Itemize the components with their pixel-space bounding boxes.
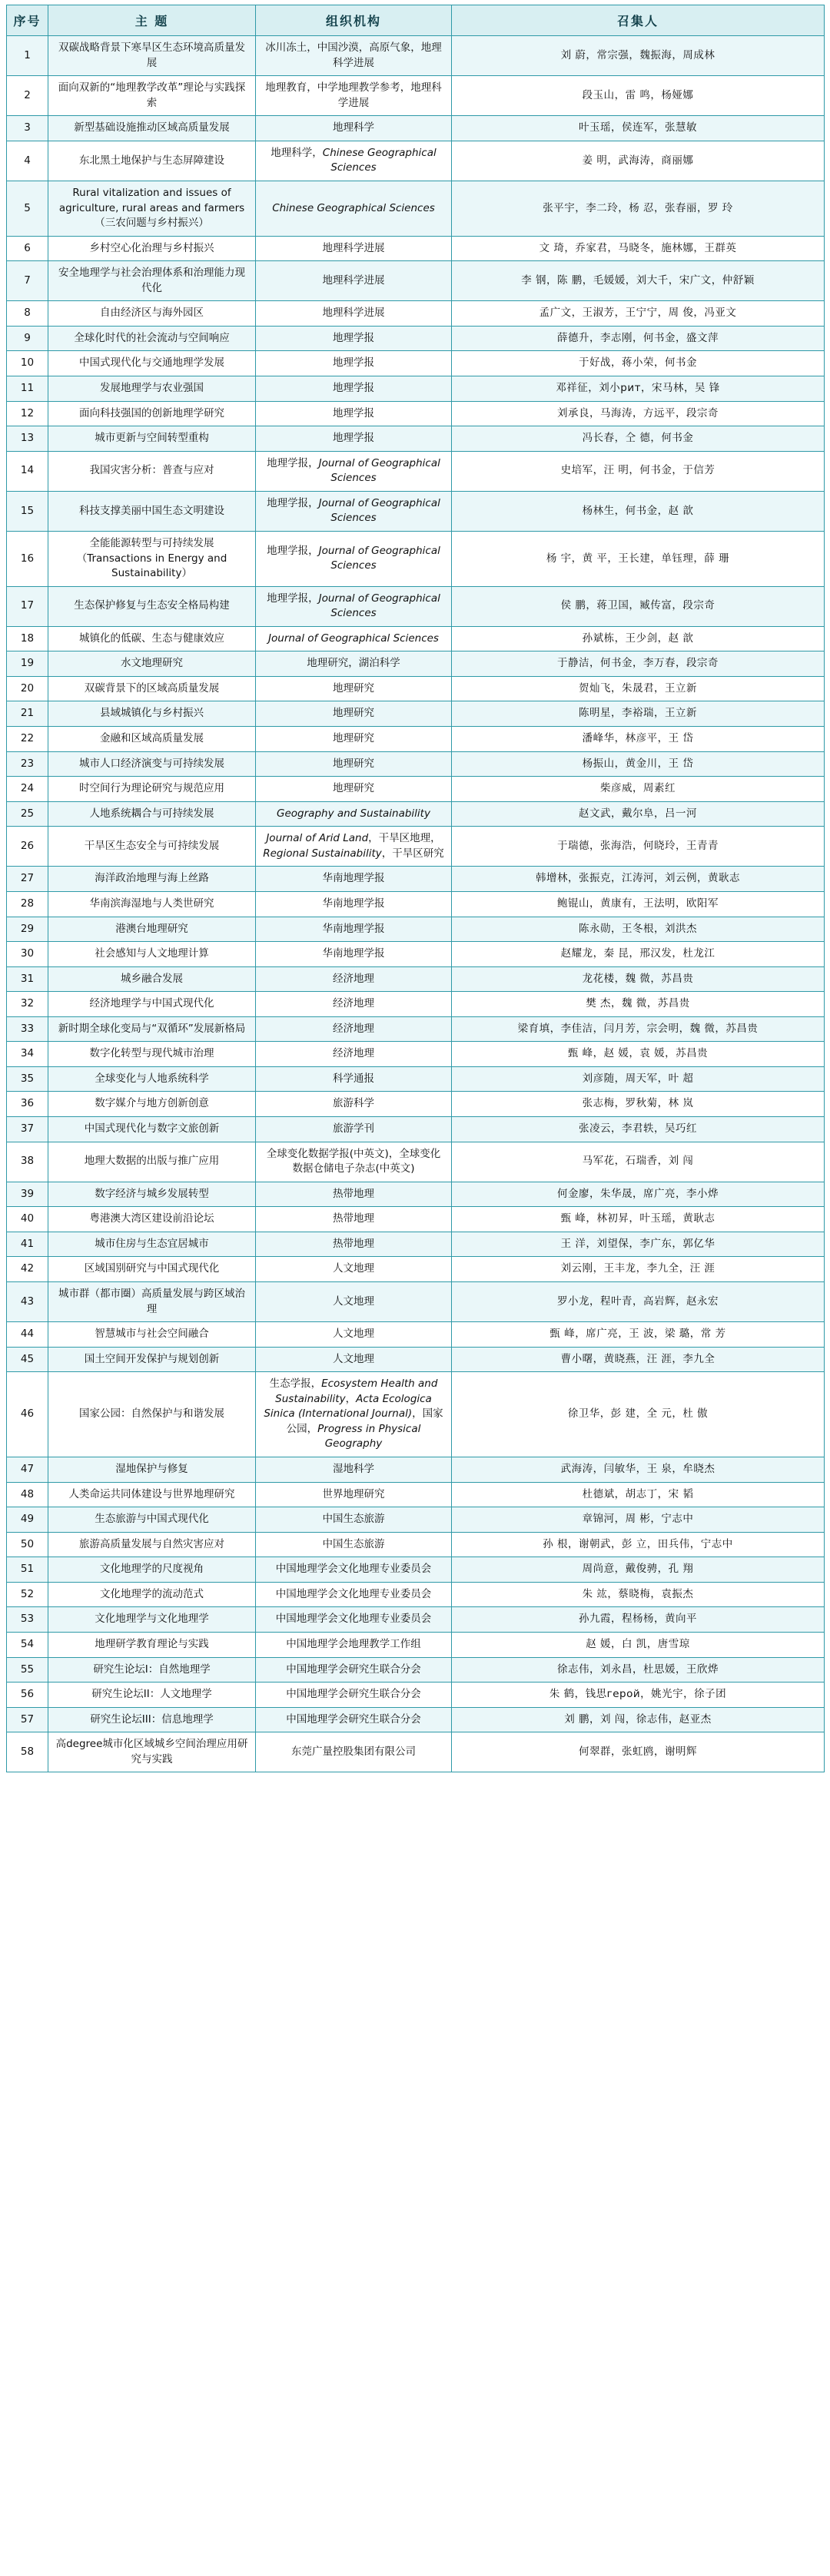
table-header-row (7, 5, 825, 36)
table-row (7, 827, 825, 867)
cell-organization: 中国地理学会研究生联合分会 (256, 1657, 452, 1683)
table-row (7, 867, 825, 892)
cell-index: 17 (7, 586, 48, 626)
cell-index: 5 (7, 181, 48, 236)
cell-organization: 中国生态旅游 (256, 1507, 452, 1533)
cell-convener: 孙九霞，程杨杨，黄向平 (452, 1607, 825, 1633)
table-row (7, 261, 825, 301)
cell-topic: 自由经济区与海外园区 (48, 301, 256, 327)
cell-index: 56 (7, 1683, 48, 1708)
cell-index: 48 (7, 1482, 48, 1507)
cell-convener: 张凌云，李君轶，吴巧红 (452, 1117, 825, 1142)
cell-topic: 发展地理学与农业强国 (48, 376, 256, 402)
cell-organization: 地理科学 (256, 116, 452, 141)
table-row (7, 1117, 825, 1142)
cell-convener: 杨振山，黄金川，王 岱 (452, 751, 825, 777)
cell-organization: 人文地理 (256, 1281, 452, 1321)
cell-index: 19 (7, 651, 48, 677)
table-row (7, 1066, 825, 1092)
cell-convener: 孟广文，王淑芳，王宁宁，周 俊，冯亚文 (452, 301, 825, 327)
table-row (7, 891, 825, 917)
cell-topic: 粤港澳大湾区建设前沿论坛 (48, 1207, 256, 1232)
cell-index: 11 (7, 376, 48, 402)
cell-topic: 生态旅游与中国式现代化 (48, 1507, 256, 1533)
cell-convener: 甄 峰，席广亮，王 波，梁 璐，常 芳 (452, 1322, 825, 1348)
table-row (7, 236, 825, 261)
table-row (7, 1347, 825, 1372)
cell-index: 30 (7, 942, 48, 967)
cell-organization: 地理科学进展 (256, 261, 452, 301)
cell-topic: 新时期全球化变局与“双循环”发展新格局 (48, 1016, 256, 1042)
cell-topic: 智慧城市与社会空间融合 (48, 1322, 256, 1348)
table-row (7, 1042, 825, 1067)
cell-convener: 薛德升，李志刚，何书金，盛文萍 (452, 326, 825, 351)
cell-index: 57 (7, 1707, 48, 1732)
cell-topic: 研究生论坛III：信息地理学 (48, 1707, 256, 1732)
table-row (7, 1281, 825, 1321)
cell-convener: 樊 杰，魏 微，苏昌贵 (452, 992, 825, 1017)
cell-index: 44 (7, 1322, 48, 1348)
cell-convener: 冯长春，仝 德，何书金 (452, 426, 825, 452)
cell-convener: 徐志伟，刘永昌，杜思媛，王欣烨 (452, 1657, 825, 1683)
table-row (7, 1557, 825, 1583)
cell-convener: 于瑞德，张海浩，何晓玲，王青青 (452, 827, 825, 867)
cell-index: 1 (7, 36, 48, 76)
cell-organization: Journal of Arid Land，干旱区地理，Regional Sustainability，干旱区研究 (256, 827, 452, 867)
table-row (7, 1322, 825, 1348)
cell-convener: 叶玉瑶，侯连军，张慧敏 (452, 116, 825, 141)
table-row (7, 141, 825, 181)
cell-index: 45 (7, 1347, 48, 1372)
cell-topic: 旅游高质量发展与自然灾害应对 (48, 1532, 256, 1557)
cell-topic: 城市更新与空间转型重构 (48, 426, 256, 452)
cell-organization: 华南地理学报 (256, 867, 452, 892)
table-row (7, 1657, 825, 1683)
cell-organization: 中国地理学会文化地理专业委员会 (256, 1607, 452, 1633)
cell-topic: 地理大数据的出版与推广应用 (48, 1142, 256, 1182)
cell-index: 37 (7, 1117, 48, 1142)
cell-organization: 地理学报 (256, 426, 452, 452)
cell-organization: 旅游科学 (256, 1092, 452, 1117)
cell-convener: 潘峰华，林彦平，王 岱 (452, 727, 825, 752)
cell-topic: 时空间行为理论研究与规范应用 (48, 777, 256, 802)
cell-organization: 地理学报，Journal of Geographical Sciences (256, 491, 452, 531)
cell-organization: 热带地理 (256, 1232, 452, 1257)
cell-topic: 科技支撑美丽中国生态文明建设 (48, 491, 256, 531)
cell-index: 42 (7, 1257, 48, 1282)
cell-topic: 国家公园：自然保护与和谐发展 (48, 1372, 256, 1457)
cell-convener: 李 钢，陈 鹏，毛媛媛，刘大千，宋广文，仲舒颖 (452, 261, 825, 301)
cell-index: 24 (7, 777, 48, 802)
cell-organization: 地理研究 (256, 676, 452, 701)
cell-convener: 刘承良，马海涛，方远平，段宗奇 (452, 401, 825, 426)
cell-index: 39 (7, 1182, 48, 1207)
cell-organization: 地理学报 (256, 376, 452, 402)
cell-topic: 我国灾害分析：普查与应对 (48, 451, 256, 491)
table-row (7, 801, 825, 827)
cell-index: 4 (7, 141, 48, 181)
table-row (7, 426, 825, 452)
cell-index: 21 (7, 701, 48, 727)
cell-organization: 地理研究 (256, 751, 452, 777)
cell-organization: 科学通报 (256, 1066, 452, 1092)
cell-topic: 区域国别研究与中国式现代化 (48, 1257, 256, 1282)
table-row (7, 1532, 825, 1557)
cell-topic: 数字媒介与地方创新创意 (48, 1092, 256, 1117)
cell-organization: 冰川冻土，中国沙漠，高原气象，地理科学进展 (256, 36, 452, 76)
cell-convener: 甄 峰，赵 媛，袁 媛，苏昌贵 (452, 1042, 825, 1067)
cell-convener: 姜 明，武海涛，商丽娜 (452, 141, 825, 181)
cell-convener: 刘 蔚，常宗强，魏振海，周成林 (452, 36, 825, 76)
table-row (7, 401, 825, 426)
cell-organization: 地理科学进展 (256, 236, 452, 261)
cell-index: 3 (7, 116, 48, 141)
cell-organization: 地理学报，Journal of Geographical Sciences (256, 586, 452, 626)
cell-convener: 徐卫华，彭 建，全 元，杜 傲 (452, 1372, 825, 1457)
cell-topic: 人类命运共同体建设与世界地理研究 (48, 1482, 256, 1507)
cell-convener: 陈明星，李裕瑞，王立新 (452, 701, 825, 727)
table-row (7, 1372, 825, 1457)
cell-organization: 地理教育，中学地理教学参考，地理科学进展 (256, 76, 452, 116)
cell-organization: 中国生态旅游 (256, 1532, 452, 1557)
cell-topic: 社会感知与人文地理计算 (48, 942, 256, 967)
cell-organization: 地理学报，Journal of Geographical Sciences (256, 451, 452, 491)
cell-index: 33 (7, 1016, 48, 1042)
cell-topic: 文化地理学的尺度视角 (48, 1557, 256, 1583)
cell-index: 2 (7, 76, 48, 116)
cell-topic: 安全地理学与社会治理体系和治理能力现代化 (48, 261, 256, 301)
cell-convener: 侯 鹏，蒋卫国，臧传富，段宗奇 (452, 586, 825, 626)
cell-convener: 赵 媛，白 凯，唐雪琼 (452, 1632, 825, 1657)
table-row (7, 451, 825, 491)
cell-organization: 人文地理 (256, 1257, 452, 1282)
cell-convener: 邓祥征，刘小рит，宋马林，吴 锋 (452, 376, 825, 402)
table-row (7, 1142, 825, 1182)
table-row (7, 1092, 825, 1117)
cell-index: 52 (7, 1582, 48, 1607)
table-row (7, 1182, 825, 1207)
table-row (7, 727, 825, 752)
cell-topic: 研究生论坛II：人文地理学 (48, 1683, 256, 1708)
cell-convener: 段玉山，雷 鸣，杨娅娜 (452, 76, 825, 116)
cell-organization: Journal of Geographical Sciences (256, 626, 452, 651)
cell-organization: 地理学报 (256, 401, 452, 426)
cell-convener: 史培军，汪 明，何书金，于信芳 (452, 451, 825, 491)
table-row (7, 326, 825, 351)
cell-topic: 海洋政治地理与海上丝路 (48, 867, 256, 892)
cell-index: 20 (7, 676, 48, 701)
cell-index: 7 (7, 261, 48, 301)
cell-topic: 研究生论坛I：自然地理学 (48, 1657, 256, 1683)
table-body (7, 36, 825, 1772)
table-row (7, 76, 825, 116)
cell-organization: 世界地理研究 (256, 1482, 452, 1507)
cell-index: 35 (7, 1066, 48, 1092)
cell-index: 12 (7, 401, 48, 426)
cell-convener: 杨 宇，黄 平，王长建，单钰理，薛 珊 (452, 531, 825, 586)
cell-index: 38 (7, 1142, 48, 1182)
cell-organization: 热带地理 (256, 1182, 452, 1207)
cell-convener: 武海涛，闫敏华，王 泉，牟晓杰 (452, 1457, 825, 1483)
table-row (7, 701, 825, 727)
cell-organization: 热带地理 (256, 1207, 452, 1232)
table-row (7, 1482, 825, 1507)
cell-topic: 全球化时代的社会流动与空间响应 (48, 326, 256, 351)
cell-index: 26 (7, 827, 48, 867)
cell-topic: 文化地理学与文化地理学 (48, 1607, 256, 1633)
cell-organization: 地理科学，Chinese Geographical Sciences (256, 141, 452, 181)
cell-convener: 甄 峰，林初昇，叶玉瑶，黄耿志 (452, 1207, 825, 1232)
cell-topic: 数字经济与城乡发展转型 (48, 1182, 256, 1207)
table-row (7, 651, 825, 677)
cell-convener: 罗小龙，程叶青，高岩辉，赵永宏 (452, 1281, 825, 1321)
table-row (7, 1607, 825, 1633)
cell-topic: 全球变化与人地系统科学 (48, 1066, 256, 1092)
table-row (7, 531, 825, 586)
cell-topic: 地理研学教育理论与实践 (48, 1632, 256, 1657)
cell-topic: 城市人口经济演变与可持续发展 (48, 751, 256, 777)
cell-convener: 朱 鹤，钱思герой，姚光宇，徐子团 (452, 1683, 825, 1708)
cell-index: 54 (7, 1632, 48, 1657)
cell-organization: 中国地理学会地理教学工作组 (256, 1632, 452, 1657)
cell-topic: 城市群（都市圈）高质量发展与跨区域治理 (48, 1281, 256, 1321)
table-row (7, 917, 825, 942)
table-row (7, 992, 825, 1017)
cell-topic: 面向科技强国的创新地理学研究 (48, 401, 256, 426)
cell-organization: 地理科学进展 (256, 301, 452, 327)
cell-index: 23 (7, 751, 48, 777)
table-row (7, 1582, 825, 1607)
cell-organization: 地理研究，湖泊科学 (256, 651, 452, 677)
session-table (6, 5, 825, 1772)
cell-organization: 华南地理学报 (256, 942, 452, 967)
table-row (7, 1257, 825, 1282)
cell-organization: 经济地理 (256, 966, 452, 992)
table-row (7, 1632, 825, 1657)
cell-index: 34 (7, 1042, 48, 1067)
cell-convener: 贺灿飞，朱晟君，王立新 (452, 676, 825, 701)
cell-topic: 面向双新的“地理教学改革”理论与实践探索 (48, 76, 256, 116)
cell-index: 28 (7, 891, 48, 917)
cell-index: 49 (7, 1507, 48, 1533)
table-row (7, 586, 825, 626)
table-row (7, 301, 825, 327)
header-index: 序号 (7, 5, 48, 36)
cell-convener: 于好战，蒋小荣，何书金 (452, 351, 825, 376)
cell-organization: 地理研究 (256, 777, 452, 802)
table-row (7, 36, 825, 76)
cell-organization: 中国地理学会文化地理专业委员会 (256, 1582, 452, 1607)
cell-topic: 国土空间开发保护与规划创新 (48, 1347, 256, 1372)
cell-convener: 刘云刚，王丰龙，李九全，汪 涯 (452, 1257, 825, 1282)
cell-organization: 地理学报 (256, 351, 452, 376)
cell-organization: 地理学报，Journal of Geographical Sciences (256, 531, 452, 586)
cell-organization: 地理学报 (256, 326, 452, 351)
cell-index: 32 (7, 992, 48, 1017)
cell-topic: 城乡融合发展 (48, 966, 256, 992)
cell-organization: 经济地理 (256, 1042, 452, 1067)
table-row (7, 1683, 825, 1708)
table-row (7, 1507, 825, 1533)
header-convener: 召集人 (452, 5, 825, 36)
cell-topic: 城市住房与生态宜居城市 (48, 1232, 256, 1257)
table-row (7, 1457, 825, 1483)
cell-convener: 杜德斌，胡志丁，宋 韬 (452, 1482, 825, 1507)
cell-index: 27 (7, 867, 48, 892)
cell-index: 53 (7, 1607, 48, 1633)
cell-convener: 章锦河，周 彬，宁志中 (452, 1507, 825, 1533)
cell-convener: 鲍锟山，黄康有，王法明，欧阳军 (452, 891, 825, 917)
cell-topic: 湿地保护与修复 (48, 1457, 256, 1483)
table-row (7, 351, 825, 376)
cell-topic: 华南滨海湿地与人类世研究 (48, 891, 256, 917)
cell-organization: 湿地科学 (256, 1457, 452, 1483)
cell-topic: 高degree城市化区域城乡空间治理应用研究与实践 (48, 1732, 256, 1772)
cell-organization: 地理研究 (256, 701, 452, 727)
cell-convener: 孙 根，谢朝武，彭 立，田兵伟，宁志中 (452, 1532, 825, 1557)
cell-convener: 何翠群，张虹鸥，谢明辉 (452, 1732, 825, 1772)
cell-topic: Rural vitalization and issues of agriculture, rural areas and farmers（三农问题与乡村振兴） (48, 181, 256, 236)
cell-organization: 人文地理 (256, 1347, 452, 1372)
header-organization: 组织机构 (256, 5, 452, 36)
table-row (7, 181, 825, 236)
cell-topic: 双碳战略背景下寒旱区生态环境高质量发展 (48, 36, 256, 76)
cell-index: 10 (7, 351, 48, 376)
table-row (7, 1732, 825, 1772)
cell-index: 29 (7, 917, 48, 942)
cell-organization: Geography and Sustainability (256, 801, 452, 827)
cell-index: 55 (7, 1657, 48, 1683)
table-row (7, 676, 825, 701)
cell-organization: 中国地理学会研究生联合分会 (256, 1683, 452, 1708)
cell-index: 58 (7, 1732, 48, 1772)
cell-index: 25 (7, 801, 48, 827)
cell-topic: 东北黑土地保护与生态屏障建设 (48, 141, 256, 181)
cell-convener: 曹小曙，黄晓燕，汪 涯，李九全 (452, 1347, 825, 1372)
cell-index: 46 (7, 1372, 48, 1457)
cell-topic: 金融和区域高质量发展 (48, 727, 256, 752)
cell-convener: 刘彦随，周天军，叶 超 (452, 1066, 825, 1092)
cell-topic: 全能能源转型与可持续发展（Transactions in Energy and Sustainability） (48, 531, 256, 586)
table-row (7, 1016, 825, 1042)
cell-index: 36 (7, 1092, 48, 1117)
cell-index: 8 (7, 301, 48, 327)
cell-topic: 人地系统耦合与可持续发展 (48, 801, 256, 827)
cell-index: 50 (7, 1532, 48, 1557)
cell-convener: 张平宇，李二玲，杨 忍，张春丽，罗 玲 (452, 181, 825, 236)
cell-organization: 全球变化数据学报(中英文)，全球变化数据仓储电子杂志(中英文) (256, 1142, 452, 1182)
cell-topic: 港澳台地理研究 (48, 917, 256, 942)
cell-convener: 张志梅，罗秋菊，林 岚 (452, 1092, 825, 1117)
cell-convener: 孙斌栋，王少剑，赵 歆 (452, 626, 825, 651)
table-row (7, 116, 825, 141)
cell-convener: 周尚意，戴俊骋，孔 翔 (452, 1557, 825, 1583)
cell-topic: 新型基础设施推动区域高质量发展 (48, 116, 256, 141)
cell-index: 22 (7, 727, 48, 752)
cell-organization: Chinese Geographical Sciences (256, 181, 452, 236)
table-row (7, 491, 825, 531)
cell-organization: 生态学报，Ecosystem Health and Sustainability，Acta Ecologica Sinica (International Journal)，国家公园，Progress in Physical Geography (256, 1372, 452, 1457)
cell-index: 41 (7, 1232, 48, 1257)
cell-topic: 数字化转型与现代城市治理 (48, 1042, 256, 1067)
cell-organization: 旅游学刊 (256, 1117, 452, 1142)
cell-convener: 龙花楼，魏 微，苏昌贵 (452, 966, 825, 992)
cell-convener: 陈永勋，王冬根，刘洪杰 (452, 917, 825, 942)
cell-topic: 水文地理研究 (48, 651, 256, 677)
cell-organization: 华南地理学报 (256, 891, 452, 917)
table-row (7, 1207, 825, 1232)
cell-convener: 朱 竑，蔡晓梅，袁振杰 (452, 1582, 825, 1607)
cell-index: 13 (7, 426, 48, 452)
cell-index: 9 (7, 326, 48, 351)
table-row (7, 942, 825, 967)
cell-organization: 东莞广量控股集团有限公司 (256, 1732, 452, 1772)
cell-organization: 中国地理学会研究生联合分会 (256, 1707, 452, 1732)
cell-convener: 王 洋，刘望保，李广东，郭亿华 (452, 1232, 825, 1257)
cell-convener: 于静洁，何书金，李万春，段宗奇 (452, 651, 825, 677)
cell-topic: 中国式现代化与交通地理学发展 (48, 351, 256, 376)
table-row (7, 1232, 825, 1257)
cell-convener: 马军花，石瑞香，刘 闯 (452, 1142, 825, 1182)
cell-index: 31 (7, 966, 48, 992)
cell-organization: 经济地理 (256, 992, 452, 1017)
cell-convener: 文 琦，乔家君，马晓冬，施林娜，王群英 (452, 236, 825, 261)
table-row (7, 626, 825, 651)
cell-organization: 地理研究 (256, 727, 452, 752)
cell-index: 14 (7, 451, 48, 491)
cell-convener: 杨林生，何书金，赵 歆 (452, 491, 825, 531)
cell-index: 40 (7, 1207, 48, 1232)
cell-organization: 经济地理 (256, 1016, 452, 1042)
table-row (7, 966, 825, 992)
cell-topic: 文化地理学的流动范式 (48, 1582, 256, 1607)
table-row (7, 777, 825, 802)
cell-index: 51 (7, 1557, 48, 1583)
cell-convener: 梁育填，李佳洁，闫月芳，宗会明，魏 微，苏昌贵 (452, 1016, 825, 1042)
cell-topic: 中国式现代化与数字文旅创新 (48, 1117, 256, 1142)
cell-convener: 赵文武，戴尔阜，吕一河 (452, 801, 825, 827)
cell-organization: 中国地理学会文化地理专业委员会 (256, 1557, 452, 1583)
cell-index: 43 (7, 1281, 48, 1321)
cell-index: 16 (7, 531, 48, 586)
cell-index: 6 (7, 236, 48, 261)
cell-topic: 乡村空心化治理与乡村振兴 (48, 236, 256, 261)
cell-organization: 人文地理 (256, 1322, 452, 1348)
cell-topic: 生态保护修复与生态安全格局构建 (48, 586, 256, 626)
cell-topic: 经济地理学与中国式现代化 (48, 992, 256, 1017)
cell-topic: 干旱区生态安全与可持续发展 (48, 827, 256, 867)
cell-organization: 华南地理学报 (256, 917, 452, 942)
cell-topic: 县域城镇化与乡村振兴 (48, 701, 256, 727)
table-row (7, 376, 825, 402)
header-topic: 主 题 (48, 5, 256, 36)
cell-convener: 赵耀龙，秦 昆，邢汉发，杜龙江 (452, 942, 825, 967)
table-row (7, 1707, 825, 1732)
cell-convener: 何金廖，朱华晟，席广亮，李小烨 (452, 1182, 825, 1207)
cell-index: 47 (7, 1457, 48, 1483)
cell-convener: 韩增林，张振克，江涛河，刘云例，黄耿志 (452, 867, 825, 892)
cell-topic: 双碳背景下的区域高质量发展 (48, 676, 256, 701)
cell-index: 18 (7, 626, 48, 651)
cell-index: 15 (7, 491, 48, 531)
cell-convener: 刘 鹏，刘 闯，徐志伟，赵亚杰 (452, 1707, 825, 1732)
cell-topic: 城镇化的低碳、生态与健康效应 (48, 626, 256, 651)
table-row (7, 751, 825, 777)
cell-convener: 柴彦威，周素红 (452, 777, 825, 802)
